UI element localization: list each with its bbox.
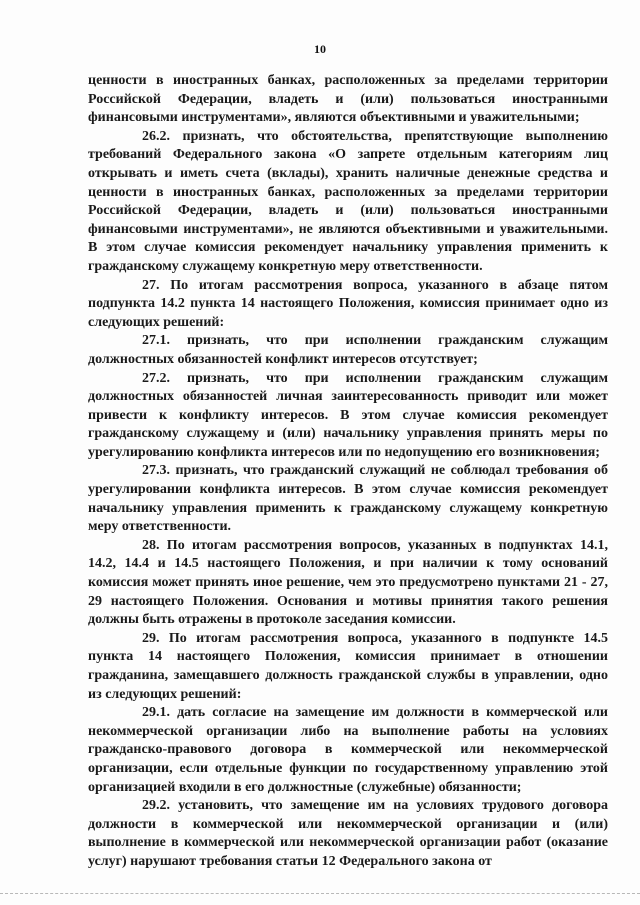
paragraph-27: 27. По итогам рассмотрения вопроса, указанного в абзаце пятом подпункта 14.2 пункта 14 настоящего Положения, комиссия принимает одно из следующих решений:	[88, 277, 608, 330]
paragraph-29-2: 29.2. установить, что замещение им на условиях трудового договора должности в коммерческой или некоммерческой организации и (или) выполнение в коммерческой или некоммерческой организации работ (оказание услуг) нарушают требования статьи 12 Федерального закона от	[88, 798, 608, 869]
page-number: 10	[314, 42, 326, 56]
document-body	[88, 72, 608, 872]
paragraph-26-2: 26.2. признать, что обстоятельства, препятствующие выполнению требований Федерального закона «О запрете отдельным категориям лиц открывать и иметь счета (вклады), хранить наличные денежные средства и ценности в иностранных банках, расположенных за пределами территории Российской Федерации, владеть и (или) пользоваться иностранными финансовыми инструментами», не являются объективными и уважительными. В этом случае комиссия рекомендует начальнику управления применить к гражданскому служащему конкретную меру ответственности.	[88, 128, 608, 274]
paragraph-27-3: 27.3. признать, что гражданский служащий не соблюдал требования об урегулировании конфликта интересов. В этом случае комиссия рекомендует начальнику управления применить к гражданскому служащему конкретную меру ответственности.	[88, 463, 608, 535]
paragraph-29-1: 29.1. дать согласие на замещение им должности в коммерческой или некоммерческой организации либо на выполнение работы на условиях гражданско-правового договора в коммерческой или некоммерческой организации, если отдельные функции по государственному управлению этой организацией входили в его должностные (служебные) обязанности;	[88, 705, 608, 795]
paragraph-28: 28. По итогам рассмотрения вопросов, указанных в подпунктах 14.1, 14.2, 14.4 и 14.5 настоящего Положения, и при наличии к тому оснований комиссия может принять иное решение, чем это предусмотрено пунктами 21 - 27, 29 настоящего Положения. Основания и мотивы принятия такого решения должны быть отражены в протоколе заседания комиссии.	[88, 537, 608, 628]
paragraph-29: 29. По итогам рассмотрения вопроса, указанного в подпункте 14.5 пункта 14 настоящего Положения, комиссия принимает в отношении гражданина, замещавшего должность гражданской службы в управлении, одно из следующих решений:	[88, 630, 608, 702]
scan-edge-divider	[0, 893, 640, 894]
paragraph-27-1: 27.1. признать, что при исполнении гражданским служащим должностных обязанностей конфликт интересов отсутствует;	[88, 333, 608, 367]
paragraph-26-1-continuation: ценности в иностранных банках, расположенных за пределами территории Российской Федерации, владеть и (или) пользоваться иностранными финансовыми инструментами», являются объективными и уважительными;	[88, 73, 608, 126]
paragraph-27-2: 27.2. признать, что при исполнении гражданским служащим должностных обязанностей личная заинтересованность приводит или может привести к конфликту интересов. В этом случае комиссия рекомендует гражданскому служащему и (или) начальнику управления принять меры по урегулированию конфликта интересов или по недопущению его возникновения;	[88, 370, 608, 460]
